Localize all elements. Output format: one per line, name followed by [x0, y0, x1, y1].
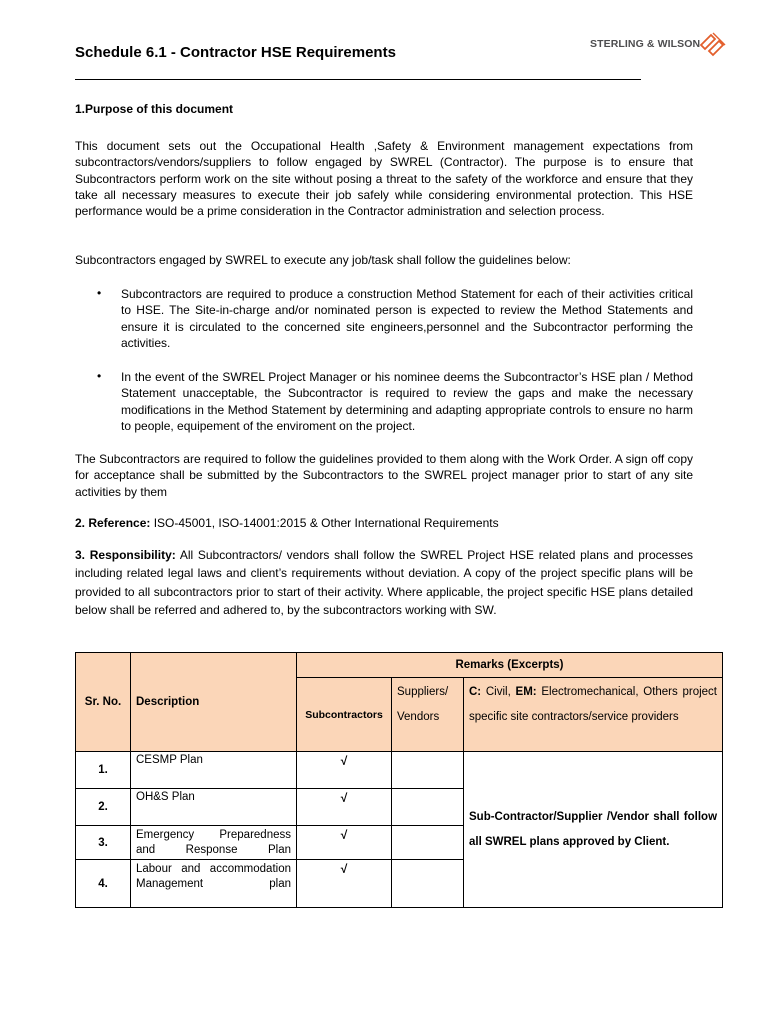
- reference-line: [75, 515, 693, 531]
- logo-text: STERLING & WILSON: [590, 38, 701, 50]
- bullet-item-1: Subcontractors are required to produce a construction Method Statement for each of their activities critical to HSE. The Site-in-charge and/or nominated person is expected to review the Method Statements and ensure it is circulated to the concerned site engineers,personnel and the Subcontractor performing the activities.: [121, 287, 693, 350]
- row-tick-subcontractors: √: [297, 789, 392, 826]
- header-suppliers: Suppliers/ Vendors: [392, 678, 464, 752]
- title-underline: [75, 79, 641, 80]
- table-row: [76, 752, 723, 789]
- header-subcontractors: Subcontractors: [297, 678, 392, 752]
- responsibility-text: All Subcontractors/ vendors shall follow the SWREL Project HSE related plans and processes including related legal laws and client’s requirements without deviation. A copy of the project specific plans will be provided to all subcontractors prior to start of their activity. Where applicable, the project specific HSE plans detailed below shall be referred and adhered to, by the subcontractors working with SW.: [75, 548, 693, 618]
- header-remarks: Remarks (Excerpts): [297, 653, 723, 678]
- row-description: Emergency Preparedness and Response Plan: [131, 826, 297, 860]
- header-others: [464, 678, 723, 752]
- row-suppliers-cell: [392, 826, 464, 860]
- row-number: 3.: [76, 826, 131, 860]
- row-description: CESMP Plan: [131, 752, 297, 789]
- row-tick-subcontractors: √: [297, 826, 392, 860]
- reference-label: 2. Reference:: [75, 516, 151, 530]
- header-em-code: EM:: [515, 686, 537, 698]
- row-tick-subcontractors: √: [297, 752, 392, 789]
- header-sr-no: Sr. No.: [76, 653, 131, 752]
- page-title: Schedule 6.1 - Contractor HSE Requirements: [75, 44, 396, 61]
- row-description: OH&S Plan: [131, 789, 297, 826]
- section-1-heading: 1.Purpose of this document: [75, 102, 234, 116]
- reference-text: ISO-45001, ISO-14001:2015 & Other International Requirements: [150, 516, 499, 530]
- row-suppliers-cell: [392, 860, 464, 908]
- header-civil-code: C:: [469, 686, 482, 698]
- row-number: 1.: [76, 752, 131, 789]
- remarks-cell: Sub-Contractor/Supplier /Vendor shall follow all SWREL plans approved by Client.: [464, 752, 723, 908]
- company-logo: [590, 30, 728, 60]
- row-suppliers-cell: [392, 789, 464, 826]
- table-header-row-1: [76, 653, 723, 678]
- closing-paragraph: The Subcontractors are required to follow the guidelines provided to them along with the Work Order. A sign off copy for acceptance shall be submitted by the Subcontractors to the SWREL project manager prior to start of any site activities by them: [75, 452, 693, 499]
- guidelines-lead: Subcontractors engaged by SWREL to execute any job/task shall follow the guidelines below:: [75, 253, 571, 267]
- hse-plans-table: [75, 652, 723, 908]
- header-description: Description: [131, 653, 297, 752]
- logo-mark-icon: [698, 30, 728, 60]
- purpose-paragraph: This document sets out the Occupational Health ,Safety & Environment management expectations from subcontractors/vendors/suppliers to follow engaged by SWREL (Contractor). The purpose is to ensure that Subcontractors perform work on the site without posing a threat to the safety of the workforce and ensure that they take all necessary measures to execute their job safely while considering environmental protection. This HSE performance would be a prime consideration in the Contractor administration and selection process.: [75, 139, 693, 219]
- responsibility-label: 3. Responsibility:: [75, 548, 176, 562]
- bullet-dot-2: •: [97, 369, 102, 383]
- header-civil-text: Civil,: [481, 686, 516, 698]
- row-tick-subcontractors: √: [297, 860, 392, 908]
- bullet-item-2: In the event of the SWREL Project Manager or his nominee deems the Subcontractor’s HSE plan / Method Statement unacceptable, the Subcontractor is required to review the gaps and make the necessary modifications in the Method Statement by determining and adapting appropriate controls to ensure no harm to people, equipement of the enviroment on the project.: [121, 370, 693, 433]
- row-suppliers-cell: [392, 752, 464, 789]
- responsibility-paragraph: [75, 546, 693, 620]
- row-description: Labour and accommodation Management plan: [131, 860, 297, 908]
- bullet-dot-1: •: [97, 286, 102, 300]
- row-number: 4.: [76, 860, 131, 908]
- row-number: 2.: [76, 789, 131, 826]
- header-others-text: Electromechanical, Others project specific site contractors/service providers: [469, 686, 718, 723]
